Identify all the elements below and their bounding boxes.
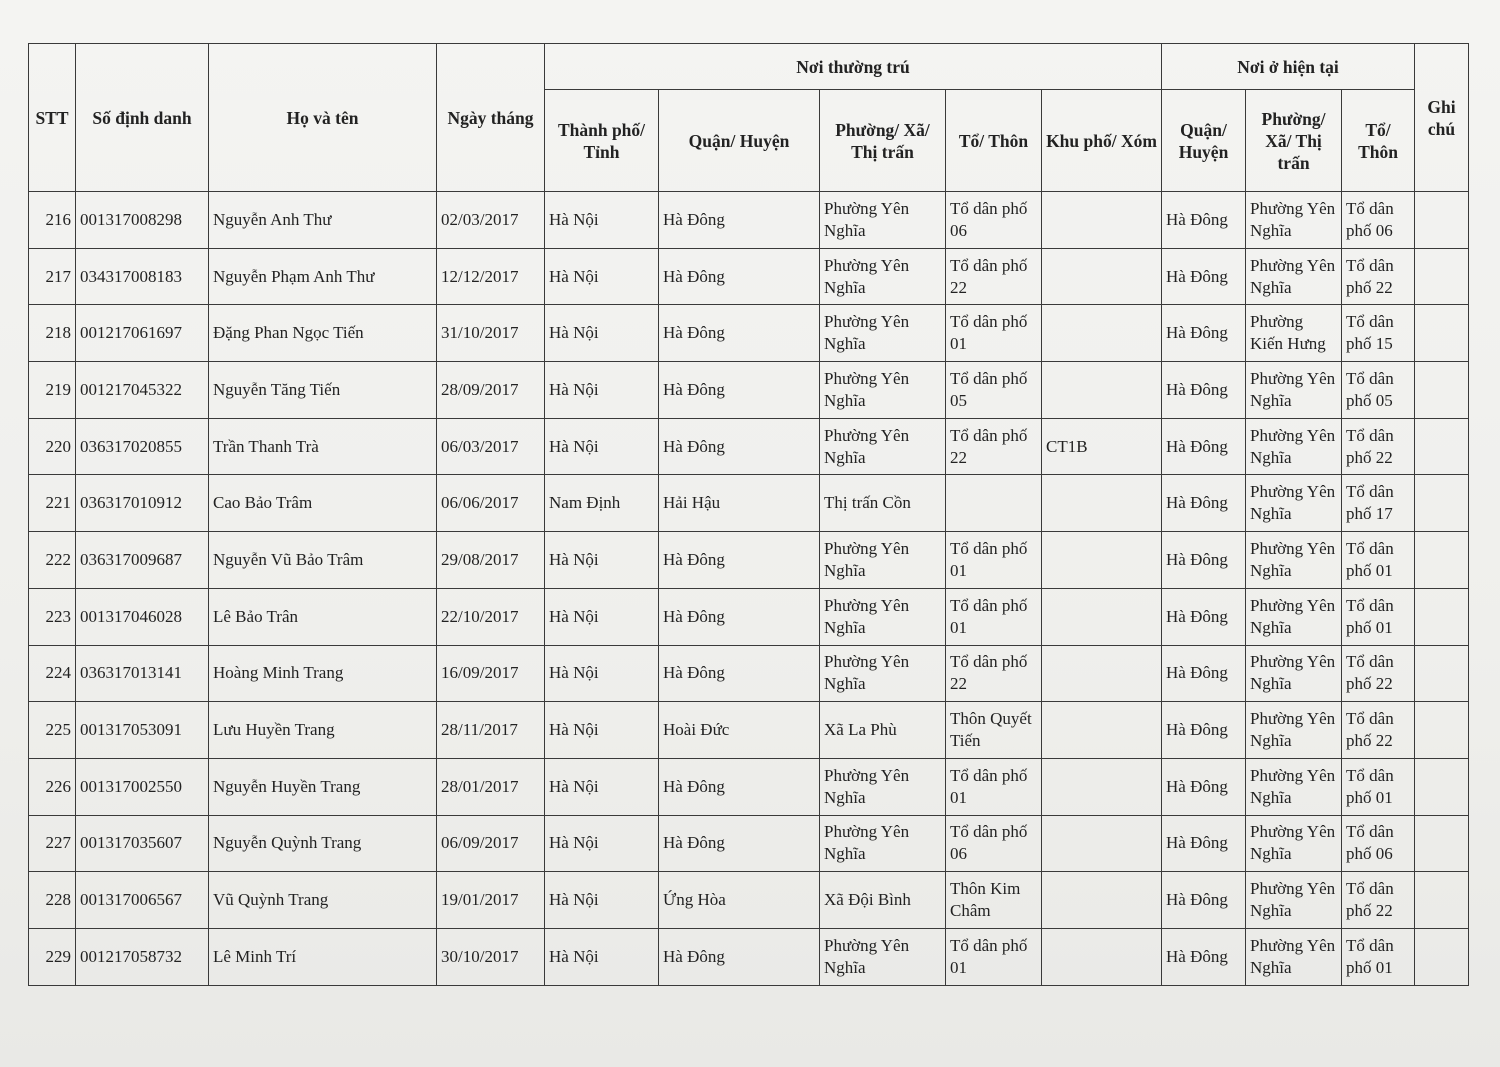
cell-perm-district: Hà Đông	[659, 815, 820, 872]
cell-dob: 16/09/2017	[437, 645, 545, 702]
cell-cur-group: Tổ dân phố 01	[1342, 928, 1415, 985]
cell-stt: 216	[29, 192, 76, 249]
cell-id: 001217045322	[76, 362, 209, 419]
cell-cur-district: Hà Đông	[1162, 532, 1246, 589]
cell-cur-ward: Phường Yên Nghĩa	[1246, 475, 1342, 532]
header-id: Số định danh	[76, 44, 209, 192]
cell-perm-block	[1042, 248, 1162, 305]
cell-stt: 225	[29, 702, 76, 759]
cell-perm-group: Tổ dân phố 01	[946, 758, 1042, 815]
table-body	[29, 192, 1469, 986]
cell-cur-ward: Phường Yên Nghĩa	[1246, 532, 1342, 589]
cell-note	[1415, 532, 1469, 589]
cell-cur-ward: Phường Yên Nghĩa	[1246, 362, 1342, 419]
cell-perm-district: Hà Đông	[659, 928, 820, 985]
cell-cur-group: Tổ dân phố 22	[1342, 418, 1415, 475]
cell-perm-city: Hà Nội	[545, 758, 659, 815]
cell-name: Nguyễn Phạm Anh Thư	[209, 248, 437, 305]
cell-name: Lê Minh Trí	[209, 928, 437, 985]
cell-cur-district: Hà Đông	[1162, 418, 1246, 475]
cell-perm-group: Tổ dân phố 05	[946, 362, 1042, 419]
cell-note	[1415, 645, 1469, 702]
cell-note	[1415, 588, 1469, 645]
cell-cur-ward: Phường Yên Nghĩa	[1246, 872, 1342, 929]
cell-perm-city: Hà Nội	[545, 872, 659, 929]
cell-cur-district: Hà Đông	[1162, 305, 1246, 362]
cell-name: Cao Bảo Trâm	[209, 475, 437, 532]
cell-dob: 28/09/2017	[437, 362, 545, 419]
table-row	[29, 645, 1469, 702]
cell-id: 036317009687	[76, 532, 209, 589]
cell-perm-district: Hoài Đức	[659, 702, 820, 759]
cell-dob: 28/01/2017	[437, 758, 545, 815]
cell-cur-group: Tổ dân phố 01	[1342, 532, 1415, 589]
cell-note	[1415, 758, 1469, 815]
cell-stt: 229	[29, 928, 76, 985]
cell-cur-district: Hà Đông	[1162, 815, 1246, 872]
cell-dob: 31/10/2017	[437, 305, 545, 362]
cell-dob: 30/10/2017	[437, 928, 545, 985]
cell-perm-block	[1042, 645, 1162, 702]
cell-perm-block	[1042, 362, 1162, 419]
cell-note	[1415, 192, 1469, 249]
cell-name: Lưu Huyền Trang	[209, 702, 437, 759]
cell-id: 036317020855	[76, 418, 209, 475]
cell-note	[1415, 418, 1469, 475]
cell-dob: 06/03/2017	[437, 418, 545, 475]
table-row	[29, 532, 1469, 589]
cell-cur-district: Hà Đông	[1162, 248, 1246, 305]
cell-stt: 220	[29, 418, 76, 475]
cell-perm-block	[1042, 758, 1162, 815]
cell-perm-group: Tổ dân phố 01	[946, 532, 1042, 589]
cell-cur-ward: Phường Yên Nghĩa	[1246, 248, 1342, 305]
cell-id: 001317006567	[76, 872, 209, 929]
cell-note	[1415, 475, 1469, 532]
cell-id: 001317008298	[76, 192, 209, 249]
cell-name: Nguyễn Quỳnh Trang	[209, 815, 437, 872]
cell-perm-group: Tổ dân phố 22	[946, 418, 1042, 475]
cell-cur-ward: Phường Yên Nghĩa	[1246, 645, 1342, 702]
cell-perm-ward: Phường Yên Nghĩa	[820, 305, 946, 362]
cell-perm-group: Tổ dân phố 22	[946, 248, 1042, 305]
cell-id: 001317002550	[76, 758, 209, 815]
cell-perm-city: Nam Định	[545, 475, 659, 532]
table-row	[29, 872, 1469, 929]
cell-perm-district: Hà Đông	[659, 532, 820, 589]
cell-cur-ward: Phường Yên Nghĩa	[1246, 815, 1342, 872]
table-header	[29, 44, 1469, 192]
cell-cur-district: Hà Đông	[1162, 475, 1246, 532]
cell-perm-group: Tổ dân phố 06	[946, 192, 1042, 249]
cell-dob: 19/01/2017	[437, 872, 545, 929]
cell-dob: 06/09/2017	[437, 815, 545, 872]
cell-perm-ward: Phường Yên Nghĩa	[820, 248, 946, 305]
cell-perm-city: Hà Nội	[545, 192, 659, 249]
cell-perm-block	[1042, 815, 1162, 872]
header-cur-district: Quận/ Huyện	[1162, 90, 1246, 192]
cell-perm-district: Hà Đông	[659, 305, 820, 362]
header-current-residence: Nơi ở hiện tại	[1162, 44, 1415, 90]
cell-cur-district: Hà Đông	[1162, 645, 1246, 702]
cell-dob: 12/12/2017	[437, 248, 545, 305]
cell-cur-ward: Phường Kiến Hưng	[1246, 305, 1342, 362]
cell-name: Hoàng Minh Trang	[209, 645, 437, 702]
cell-note	[1415, 305, 1469, 362]
cell-perm-block	[1042, 588, 1162, 645]
cell-cur-district: Hà Đông	[1162, 702, 1246, 759]
cell-name: Đặng Phan Ngọc Tiến	[209, 305, 437, 362]
cell-perm-city: Hà Nội	[545, 702, 659, 759]
header-cur-ward: Phường/ Xã/ Thị trấn	[1246, 90, 1342, 192]
header-note: Ghi chú	[1415, 44, 1469, 192]
cell-stt: 223	[29, 588, 76, 645]
header-stt: STT	[29, 44, 76, 192]
cell-stt: 221	[29, 475, 76, 532]
cell-perm-district: Hà Đông	[659, 645, 820, 702]
cell-perm-group: Tổ dân phố 01	[946, 928, 1042, 985]
cell-cur-group: Tổ dân phố 22	[1342, 872, 1415, 929]
cell-perm-block	[1042, 305, 1162, 362]
header-perm-block: Khu phố/ Xóm	[1042, 90, 1162, 192]
cell-perm-group: Thôn Quyết Tiến	[946, 702, 1042, 759]
cell-id: 036317010912	[76, 475, 209, 532]
cell-perm-city: Hà Nội	[545, 362, 659, 419]
table-row	[29, 758, 1469, 815]
cell-dob: 02/03/2017	[437, 192, 545, 249]
cell-cur-group: Tổ dân phố 06	[1342, 815, 1415, 872]
cell-perm-ward: Phường Yên Nghĩa	[820, 928, 946, 985]
cell-id: 001317035607	[76, 815, 209, 872]
table-row	[29, 475, 1469, 532]
table-row	[29, 418, 1469, 475]
cell-dob: 06/06/2017	[437, 475, 545, 532]
cell-cur-ward: Phường Yên Nghĩa	[1246, 928, 1342, 985]
cell-cur-group: Tổ dân phố 15	[1342, 305, 1415, 362]
cell-cur-group: Tổ dân phố 01	[1342, 758, 1415, 815]
table-row	[29, 702, 1469, 759]
cell-perm-city: Hà Nội	[545, 645, 659, 702]
cell-perm-city: Hà Nội	[545, 248, 659, 305]
cell-perm-city: Hà Nội	[545, 305, 659, 362]
cell-cur-district: Hà Đông	[1162, 192, 1246, 249]
table-row	[29, 248, 1469, 305]
cell-note	[1415, 872, 1469, 929]
cell-dob: 22/10/2017	[437, 588, 545, 645]
cell-id: 001217061697	[76, 305, 209, 362]
cell-stt: 228	[29, 872, 76, 929]
cell-name: Vũ Quỳnh Trang	[209, 872, 437, 929]
cell-cur-group: Tổ dân phố 05	[1342, 362, 1415, 419]
table-row	[29, 192, 1469, 249]
cell-perm-ward: Phường Yên Nghĩa	[820, 588, 946, 645]
table-row	[29, 362, 1469, 419]
cell-cur-group: Tổ dân phố 22	[1342, 248, 1415, 305]
cell-perm-city: Hà Nội	[545, 532, 659, 589]
cell-perm-ward: Phường Yên Nghĩa	[820, 815, 946, 872]
cell-cur-ward: Phường Yên Nghĩa	[1246, 702, 1342, 759]
cell-name: Nguyễn Huyền Trang	[209, 758, 437, 815]
cell-perm-block	[1042, 928, 1162, 985]
cell-perm-city: Hà Nội	[545, 418, 659, 475]
cell-cur-ward: Phường Yên Nghĩa	[1246, 418, 1342, 475]
cell-cur-district: Hà Đông	[1162, 758, 1246, 815]
cell-cur-group: Tổ dân phố 06	[1342, 192, 1415, 249]
cell-perm-district: Hà Đông	[659, 588, 820, 645]
table-row	[29, 588, 1469, 645]
cell-cur-ward: Phường Yên Nghĩa	[1246, 588, 1342, 645]
cell-name: Nguyễn Vũ Bảo Trâm	[209, 532, 437, 589]
cell-cur-district: Hà Đông	[1162, 362, 1246, 419]
header-perm-group: Tổ/ Thôn	[946, 90, 1042, 192]
cell-perm-ward: Phường Yên Nghĩa	[820, 532, 946, 589]
table-row	[29, 815, 1469, 872]
header-cur-group: Tổ/ Thôn	[1342, 90, 1415, 192]
cell-name: Nguyễn Tăng Tiến	[209, 362, 437, 419]
cell-name: Trần Thanh Trà	[209, 418, 437, 475]
cell-id: 034317008183	[76, 248, 209, 305]
cell-perm-ward: Phường Yên Nghĩa	[820, 362, 946, 419]
cell-stt: 218	[29, 305, 76, 362]
cell-perm-block	[1042, 475, 1162, 532]
cell-stt: 226	[29, 758, 76, 815]
cell-perm-city: Hà Nội	[545, 588, 659, 645]
cell-cur-group: Tổ dân phố 01	[1342, 588, 1415, 645]
cell-note	[1415, 248, 1469, 305]
cell-name: Lê Bảo Trân	[209, 588, 437, 645]
cell-perm-group: Tổ dân phố 01	[946, 305, 1042, 362]
cell-perm-group: Tổ dân phố 01	[946, 588, 1042, 645]
cell-cur-group: Tổ dân phố 22	[1342, 702, 1415, 759]
cell-cur-district: Hà Đông	[1162, 872, 1246, 929]
cell-perm-block	[1042, 872, 1162, 929]
cell-note	[1415, 702, 1469, 759]
cell-cur-district: Hà Đông	[1162, 928, 1246, 985]
cell-id: 001217058732	[76, 928, 209, 985]
cell-dob: 29/08/2017	[437, 532, 545, 589]
cell-perm-ward: Phường Yên Nghĩa	[820, 192, 946, 249]
cell-perm-district: Hà Đông	[659, 418, 820, 475]
cell-perm-district: Ứng Hòa	[659, 872, 820, 929]
cell-stt: 227	[29, 815, 76, 872]
header-name: Họ và tên	[209, 44, 437, 192]
cell-cur-group: Tổ dân phố 22	[1342, 645, 1415, 702]
cell-perm-block	[1042, 702, 1162, 759]
cell-stt: 224	[29, 645, 76, 702]
cell-perm-ward: Phường Yên Nghĩa	[820, 418, 946, 475]
cell-perm-district: Hải Hậu	[659, 475, 820, 532]
cell-id: 001317046028	[76, 588, 209, 645]
cell-id: 036317013141	[76, 645, 209, 702]
cell-id: 001317053091	[76, 702, 209, 759]
cell-perm-ward: Xã Đội Bình	[820, 872, 946, 929]
cell-stt: 219	[29, 362, 76, 419]
cell-perm-block	[1042, 192, 1162, 249]
cell-cur-group: Tổ dân phố 17	[1342, 475, 1415, 532]
cell-cur-district: Hà Đông	[1162, 588, 1246, 645]
header-permanent-residence: Nơi thường trú	[545, 44, 1162, 90]
cell-perm-ward: Thị trấn Cồn	[820, 475, 946, 532]
table-row	[29, 305, 1469, 362]
cell-stt: 217	[29, 248, 76, 305]
cell-stt: 222	[29, 532, 76, 589]
cell-perm-district: Hà Đông	[659, 758, 820, 815]
resident-table	[28, 43, 1469, 986]
cell-perm-group	[946, 475, 1042, 532]
cell-dob: 28/11/2017	[437, 702, 545, 759]
header-perm-ward: Phường/ Xã/ Thị trấn	[820, 90, 946, 192]
cell-perm-city: Hà Nội	[545, 815, 659, 872]
cell-perm-ward: Phường Yên Nghĩa	[820, 645, 946, 702]
cell-perm-district: Hà Đông	[659, 248, 820, 305]
cell-note	[1415, 815, 1469, 872]
cell-perm-group: Thôn Kim Châm	[946, 872, 1042, 929]
cell-perm-district: Hà Đông	[659, 362, 820, 419]
cell-name: Nguyễn Anh Thư	[209, 192, 437, 249]
header-dob: Ngày tháng	[437, 44, 545, 192]
cell-perm-block: CT1B	[1042, 418, 1162, 475]
cell-perm-ward: Phường Yên Nghĩa	[820, 758, 946, 815]
cell-note	[1415, 362, 1469, 419]
header-perm-city: Thành phố/ Tỉnh	[545, 90, 659, 192]
table-row	[29, 928, 1469, 985]
cell-perm-city: Hà Nội	[545, 928, 659, 985]
cell-perm-group: Tổ dân phố 22	[946, 645, 1042, 702]
header-perm-district: Quận/ Huyện	[659, 90, 820, 192]
cell-note	[1415, 928, 1469, 985]
cell-perm-block	[1042, 532, 1162, 589]
cell-perm-ward: Xã La Phù	[820, 702, 946, 759]
cell-cur-ward: Phường Yên Nghĩa	[1246, 758, 1342, 815]
cell-cur-ward: Phường Yên Nghĩa	[1246, 192, 1342, 249]
cell-perm-group: Tổ dân phố 06	[946, 815, 1042, 872]
cell-perm-district: Hà Đông	[659, 192, 820, 249]
